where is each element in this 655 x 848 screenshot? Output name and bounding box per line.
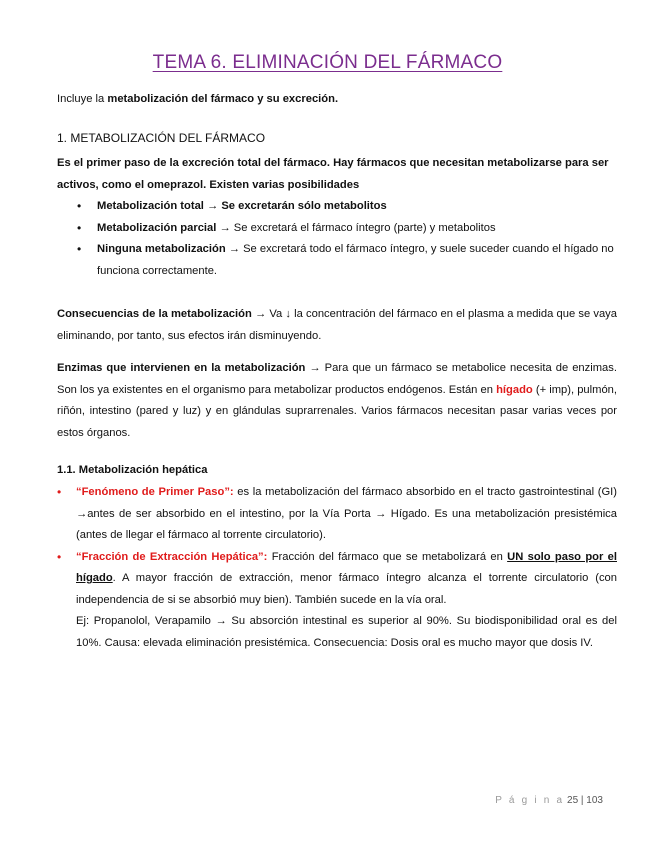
page-label: P á g i n a: [495, 795, 565, 806]
liver-highlight: hígado: [496, 383, 533, 396]
list-item: [77, 239, 617, 282]
section-1-lead: [57, 153, 617, 196]
enzymes-paragraph: [57, 358, 617, 444]
first-pass-term: “Fenómeno de Primer Paso”:: [76, 486, 234, 498]
list-item-text: → Se excretará el fármaco íntegro (parte) y metabolitos: [216, 221, 496, 234]
intro-prefix: Incluye la: [57, 93, 108, 105]
first-pass-text: es la metabolización del fármaco absorbido en el tracto gastrointestinal (GI) →antes de ser absorbido en el intestino, por la Vía Porta → Hígado. Es una metabolización presistémica (antes de llegar el fármaco al torrente circulatorio).: [76, 486, 617, 541]
extraction-fraction-text-1: Fracción del fármaco que se metabolizará en: [267, 550, 508, 563]
page-footer: [495, 795, 603, 806]
list-item-bold: Metabolización parcial: [97, 221, 217, 234]
enzymes-text-1: → Para que un fármaco se metabolice necesita de enzimas. Son los ya existentes en el organismo para metabolizar productos endógenos. Están en: [57, 362, 617, 396]
section-1-1-heading: 1.1. Metabolización hepática: [57, 464, 208, 476]
enzymes-text-2: (+ imp), pulmón, riñón, intestino (pared y luz) y en glándulas suprarrenales. Varios fármacos necesitan pasar varias veces por estos órganos.: [57, 383, 617, 439]
list-item-bold: Metabolización total → Se excretarán sólo metabolitos: [97, 200, 387, 212]
metabolization-list: [77, 196, 617, 282]
page-title: TEMA 6. ELIMINACIÓN DEL FÁRMACO: [152, 52, 503, 73]
enzymes-label: Enzimas que intervienen en la metabolización: [57, 362, 306, 374]
page-number: 25 | 103: [567, 795, 603, 806]
extraction-fraction-term: “Fracción de Extracción Hepática”:: [76, 550, 268, 563]
list-item-text: → Se excretará todo el fármaco íntegro, y suele suceder cuando el hígado no funciona correctamente.: [97, 243, 614, 277]
consequences-paragraph: [57, 304, 617, 347]
extraction-fraction-text-2: . A mayor fracción de extracción, menor fármaco íntegro alcanza el torrente circulatorio (con independencia de si se absorbió muy bien). También sucede en la vía oral.: [76, 572, 617, 606]
list-item-bold: Ninguna metabolización: [97, 243, 226, 255]
list-item: [57, 547, 617, 655]
intro-paragraph: [57, 89, 617, 111]
list-item: [57, 482, 617, 547]
single-pass-emphasis: UN solo paso por el hígado: [76, 550, 617, 584]
intro-bold: metabolización del fármaco y su excreción.: [107, 93, 339, 105]
section-1-heading: 1. METABOLIZACIÓN DEL FÁRMACO: [57, 131, 266, 145]
consequences-label: Consecuencias de la metabolización: [57, 308, 252, 320]
section-1-lead-text: Es el primer paso de la excreción total del fármaco. Hay fármacos que necesitan metabolizarse para ser activos, como el omeprazol. Existen varias posibilidades: [57, 157, 609, 191]
list-item: [77, 196, 617, 218]
consequences-text: → Va ↓ la concentración del fármaco en el plasma a medida que se vaya eliminando, por tanto, sus efectos irán disminuyendo.: [57, 308, 617, 342]
hepatic-list: [57, 482, 617, 654]
list-item: [77, 218, 617, 240]
example-text: Ej: Propanolol, Verapamilo → Su absorción intestinal es superior al 90%. Su biodisponibilidad oral es del 10%. Causa: elevada eliminación presistémica. Consecuencia: Dosis oral es mucho mayor que dosis IV.: [76, 615, 617, 649]
